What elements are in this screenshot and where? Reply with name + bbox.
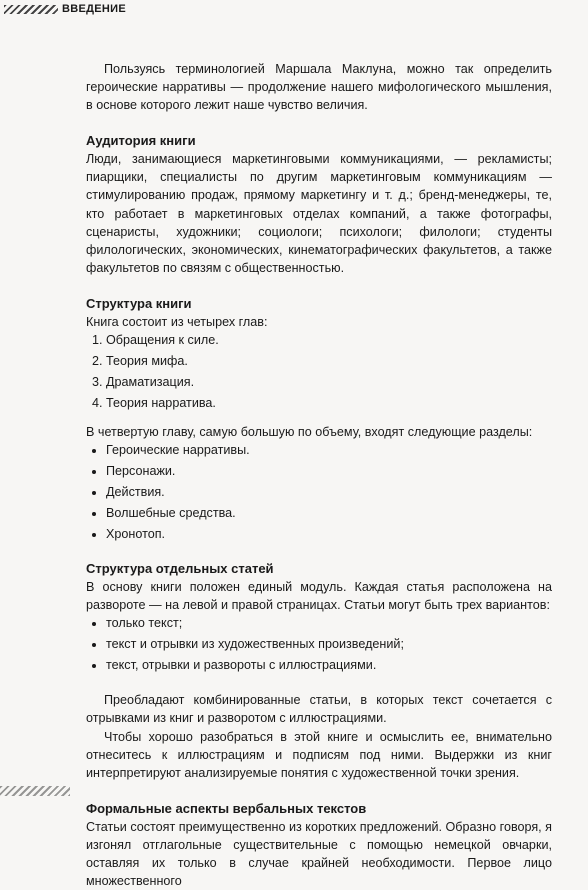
chapter-item: 2. Теория мифа. xyxy=(106,352,552,371)
formal-heading: Формальные аспекты вербальных текстов xyxy=(86,800,367,816)
intro-paragraph: Пользуясь терминологией Маршала Маклуна, можно так определить героические нарративы — продолжение нашего мифологического мышления, в основе которого лежит наше чувство величия. xyxy=(86,62,552,113)
variant-list xyxy=(86,614,552,675)
header-hatch-decoration xyxy=(4,5,58,14)
section-item: • Действия. xyxy=(106,483,552,502)
variant-item: • текст, отрывки и развороты с иллюстрациями. xyxy=(106,656,552,675)
chapter-item: 3. Драматизация. xyxy=(106,373,552,392)
formal-paragraph: Статьи состоят преимущественно из коротких предложений. Образно говоря, я изгонял отглагольные существительные с помощью немецкой овчарки, оставляя их только в случае крайней необходимости. Первое лицо множественного xyxy=(86,819,552,889)
structure-heading: Структура книги xyxy=(86,295,192,311)
section-item: • Хронотоп. xyxy=(106,525,552,544)
footer-hatch-decoration xyxy=(0,786,70,796)
structure-lead: Книга состоит из четырех глав: xyxy=(86,314,268,329)
variant-item: • только текст; xyxy=(106,614,552,633)
running-header xyxy=(0,0,588,24)
articles-heading: Структура отдельных статей xyxy=(86,561,274,577)
audience-paragraph: Люди, занимающиеся маркетинговыми коммуникациями, — рекламисты; пиарщики, специалисты по другим маркетинговым коммуникациям — стимулированию продаж, прямому маркетингу и т. д.; бренд-менеджеры, те, кто работает в маркетинговых отделах компаний, а также фотографы, сценаристы, художники; социологи; психологи; филологи; студенты филологических, экономических, кинематографических факультетов, а также факультетов по связям с общественностью. xyxy=(86,152,552,275)
section-item: • Волшебные средства. xyxy=(106,504,552,523)
section-label: ВВЕДЕНИЕ xyxy=(62,3,126,15)
chapter-list xyxy=(86,331,552,413)
articles-paragraph: В основу книги положен единый модуль. Каждая статья расположена на развороте — на левой и правой страницах. Статьи могут быть трех вариантов: xyxy=(86,580,552,613)
variant-item: • текст и отрывки из художественных произведений; xyxy=(106,635,552,654)
chapter4-lead: В четвертую главу, самую большую по объему, входят следующие разделы: xyxy=(86,425,533,440)
section-item: • Героические нарративы. xyxy=(106,441,552,460)
chapter-item: 4. Теория нарратива. xyxy=(106,394,552,413)
audience-heading: Аудитория книги xyxy=(86,133,196,149)
section-list xyxy=(86,441,552,544)
page-body xyxy=(86,60,552,890)
chapter-item: 1. Обращения к силе. xyxy=(106,331,552,350)
illustrations-paragraph: Чтобы хорошо разобраться в этой книге и осмыслить ее, внимательно отнеситесь к иллюстрациям и подписям под ними. Выдержки из книг интерпретируют анализируемые понятия с художественной точки зрения. xyxy=(86,729,552,780)
combined-articles-paragraph: Преобладают комбинированные статьи, в которых текст сочетается с отрывками из книг и разворотом с иллюстрациями. xyxy=(86,693,552,726)
section-item: • Персонажи. xyxy=(106,462,552,481)
